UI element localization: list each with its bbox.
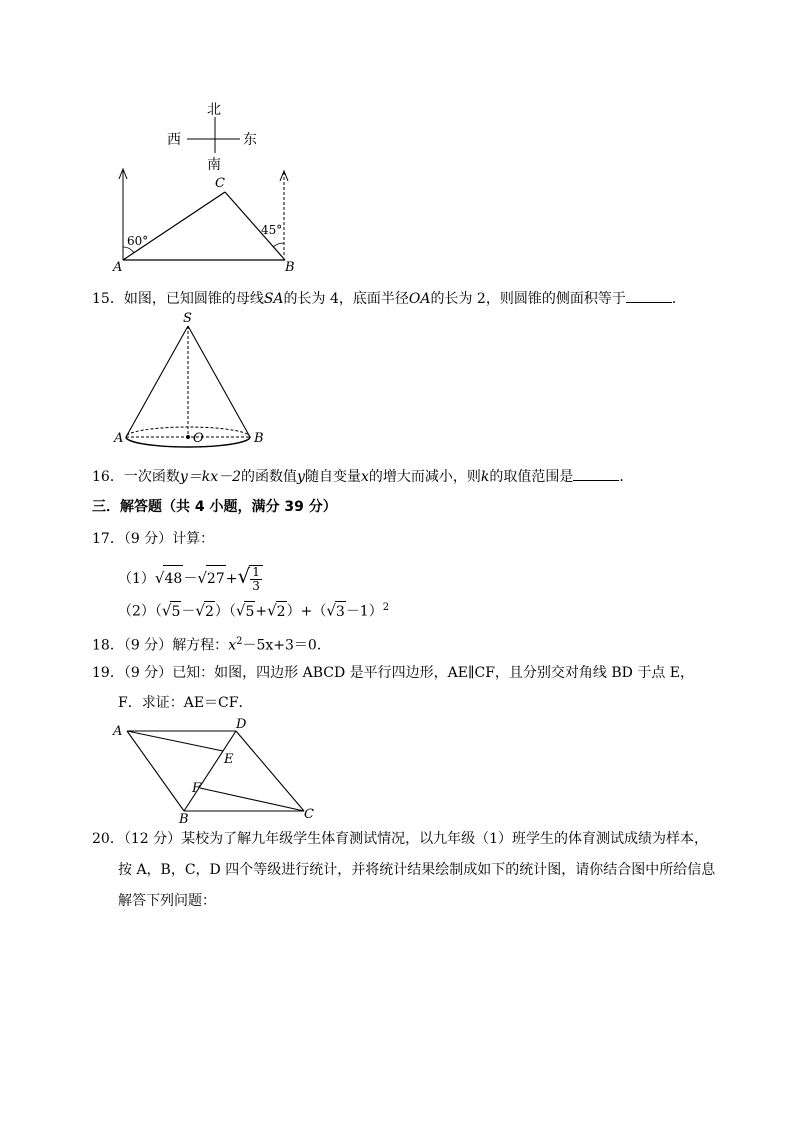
q17-p2-mid: ）+（ [286,603,327,620]
triangle-abc [112,169,295,275]
q16-var-k: k [480,469,490,485]
q19-score: （9 分） [123,665,173,681]
q17-p1-fraction [249,565,263,593]
q20-number: 20． [92,831,124,847]
q16-number: 16． [92,469,124,485]
q15-cone-figure [108,310,268,450]
para-label-c: C [304,807,314,822]
q14-figure [105,95,305,275]
q20-line1: 某校为了解九年级学生体育测试情况，以九年级（1）班学生的体育测试成绩为样本， [181,831,708,847]
section-3-heading: 三．解答题（共 4 小题，满分 39 分） [92,499,337,515]
q18-number: 18． [92,637,124,654]
q17-part1 [118,563,263,593]
q17-p2-radicand-5a: 5 [170,601,181,622]
cone-label-s: S [183,311,192,326]
q16-text-2: 的函数值 [241,469,298,485]
q16-var-y: y [297,469,305,485]
q17-p2-paren-2: ）（ [214,603,236,620]
para-label-e: E [224,752,234,767]
q17-score: （9 分） [123,531,173,547]
q19-parallelogram-figure [105,716,325,824]
q17-p2-label: （2） [118,603,155,620]
q20-text-line2: 按 A，B，C，D 四个等级进行统计，并将统计结果绘制成如下的统计图，请你结合图中所给信息 [118,862,716,878]
q15-text-2: 的长为 4，底面半径 [283,291,409,307]
q19-number: 19． [92,665,124,681]
q17-p2-exponent: 2 [382,602,390,613]
q17-p2-radicand-3: 3 [335,601,346,622]
q17-p1-minus: － [183,571,198,587]
q17-prompt: 计算： [172,531,215,547]
q18-prompt: 解方程： [172,637,229,654]
q15-text [92,288,686,309]
q15-var-sa: SA [263,291,284,307]
q15-number: 15． [92,291,124,307]
q16-answer-blank[interactable] [573,466,619,481]
q17-p2-plus: + [255,603,268,620]
cone-label-a: A [114,431,124,446]
q17-p2-paren: （ [154,603,162,620]
compass-south: 南 [207,157,221,173]
q17-p2-radicand-5b: 5 [244,601,255,622]
q15-end: ． [671,291,686,307]
q20-text-line3: 解答下列问题： [118,893,216,909]
angle-label-45: 45° [261,223,283,237]
q17-p2-minus: － [181,603,196,620]
q15-text-3: 的长为 2，则圆锥的侧面积等于 [430,291,626,307]
compass-west: 西 [167,132,181,148]
q16-text-4: 的增大而减小，则 [368,469,481,485]
sqrt-symbol: √ [197,569,207,587]
q20-score: （12 分） [123,831,182,847]
cone-label-b: B [254,431,264,446]
cone-label-o: O [193,431,204,446]
para-label-a: A [113,724,123,739]
q19-text-line1 [92,663,694,683]
sqrt-symbol: √ [161,601,172,620]
triangle-label-a: A [113,260,123,275]
para-label-d: D [236,717,247,732]
q17-p2-minus-1: －1） [345,603,383,620]
q17-number: 17． [92,531,124,547]
q16-text-1: 一次函数 [123,469,180,485]
compass [167,102,257,173]
q18-score: （9 分） [123,637,173,654]
compass-east: 东 [243,132,257,148]
q17-p2-radicand-2b: 2 [276,601,287,622]
q15-text-1: 如图，已知圆锥的母线 [123,291,264,307]
para-label-b: B [179,812,189,824]
sqrt-symbol: √ [195,601,205,620]
para-label-f: F [192,781,202,796]
sqrt-symbol: √ [267,601,277,620]
q18-eq-exponent: 2 [236,636,243,647]
q17-part2 [118,598,389,622]
q18-eq-x: x [228,637,237,654]
q17-p1-denominator: 3 [252,579,260,593]
q15-answer-blank[interactable] [626,288,672,303]
q17-p1-plus: + [225,571,238,587]
triangle-label-c: C [215,176,225,191]
q16-end: ． [619,469,634,485]
sqrt-symbol: √ [235,601,246,620]
q16-formula: y＝kx－2 [179,469,242,485]
angle-label-60: 60° [127,234,149,248]
compass-north: 北 [207,102,221,118]
sqrt-symbol: √ [154,569,165,587]
q17-text [92,529,214,549]
q16-text [92,466,633,487]
q16-var-x: x [360,469,369,485]
q17-p2-radicand-2a: 2 [204,601,215,622]
q18-eq-rest: －5x+3＝0． [242,637,331,654]
q17-p1-radicand-27: 27 [206,565,226,592]
q20-text-line1 [92,829,708,849]
q17-p1-radicand-48: 48 [163,565,183,592]
q19-line1: 已知：如图，四边形 ABCD 是平行四边形，AE∥CF，且分别交对角线 BD 于点 E， [172,665,694,681]
q16-text-5: 的取值范围是 [489,469,574,485]
q17-p1-label: （1） [118,571,155,587]
q19-text-line2: F．求证：AE＝CF． [118,695,253,711]
q15-var-oa: OA [408,291,431,307]
q17-p1-numerator: 1 [252,565,260,579]
sqrt-symbol: √ [326,601,336,620]
sqrt-symbol: √ [237,564,251,588]
q16-text-3: 随自变量 [304,469,361,485]
triangle-label-b: B [285,260,295,275]
q18-text [92,632,331,656]
